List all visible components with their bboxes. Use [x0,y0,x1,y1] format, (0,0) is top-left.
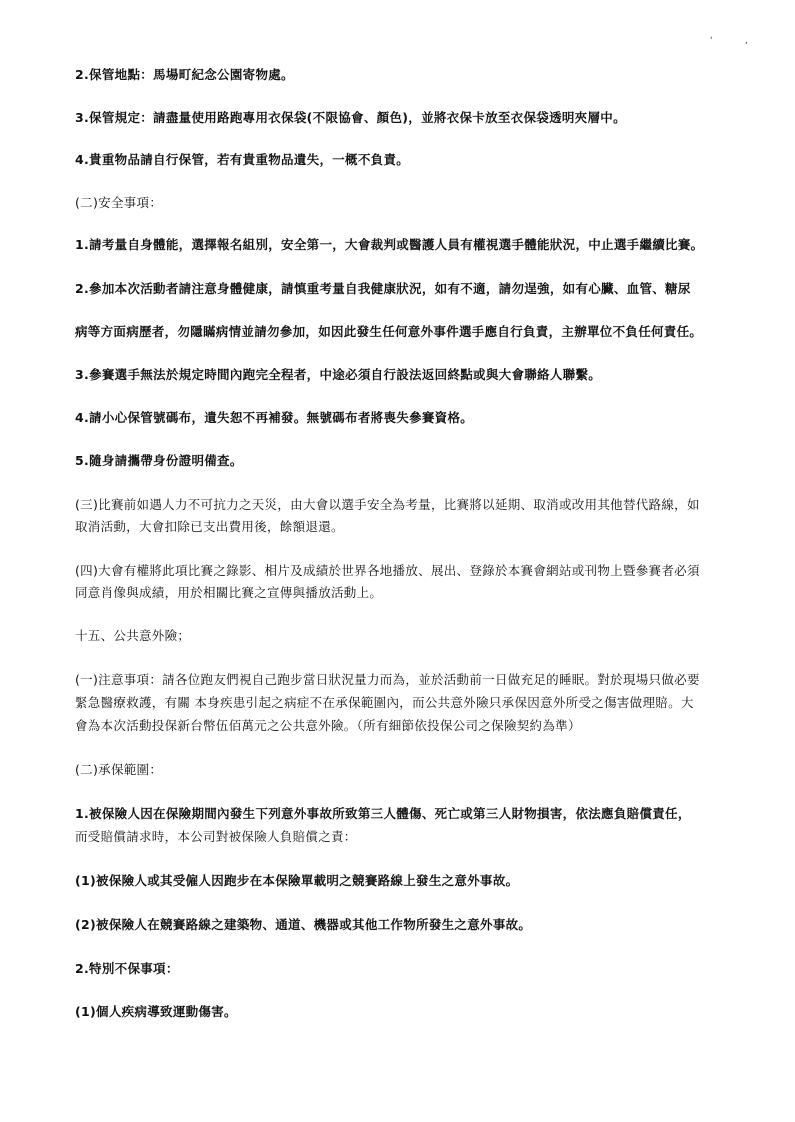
paragraph-line: 2.參加本次活動者請注意身體健康，請慎重考量自我健康狀況，如有不適，請勿逞強，如有心臟、血管、糖尿 [75,281,691,296]
paragraph-line: 緊急醫療救護，有關 本身疾患引起之病症不在承保範圍內，而公共意外險只承保因意外所受之傷害做理賠。大 [75,695,694,710]
paragraph-line: 2.特別不保事項： [75,961,179,976]
paragraph-line: (三)比賽前如遇人力不可抗力之天災，由大會以選手安全為考量，比賽將以延期、取消或改用其他替代路線，如 [75,497,700,512]
scan-mark: , [745,36,748,46]
section-heading: 十五、公共意外險； [75,628,191,643]
paragraph-line: 3.參賽選手無法於規定時間內跑完全程者，中途必須自行設法返回終點或與大會聯絡人聯繫。 [75,367,602,382]
paragraph-line: (1)個人疾病導致運動傷害。 [75,1004,237,1019]
section-heading: (二)承保範圍： [75,762,163,777]
paragraph-line: (四)大會有權將此項比賽之錄影、相片及成績於世界各地播放、展出、登錄於本賽會網站或刊物上暨參賽者必須 [75,563,700,578]
paragraph-line: 同意肖像與成績，用於相關比賽之宣傳與播放活動上。 [75,585,383,600]
paragraph-line: 3.保管規定：請盡量使用路跑專用衣保袋(不限協會、顏色)，並將衣保卡放至衣保袋透明夾層中。 [75,110,626,125]
scan-mark: ' [710,36,713,46]
paragraph-line: (2)被保險人在競賽路線之建築物、通道、機器或其他工作物所發生之意外事故。 [75,917,532,932]
section-heading: (二)安全事項： [75,195,163,210]
paragraph-line: 4.請小心保管號碼布，遺失恕不再補發。無號碼布者將喪失參賽資格。 [75,410,474,425]
paragraph-line: 病等方面病歷者，勿隱瞞病情並請勿參加，如因此發生任何意外事件選手應自行負責，主辦單位不負任何責任。 [75,324,703,339]
paragraph-line: 取消活動，大會扣除已支出費用後，餘額退還。 [75,519,344,534]
paragraph-line: 5.隨身請攜帶身份證明備查。 [75,453,243,468]
paragraph-line: 而受賠償請求時，本公司對被保險人負賠償之責： [75,829,357,844]
paragraph-line: 1.被保險人因在保險期間內發生下列意外事故所致第三人體傷、死亡或第三人財物損害，依法應負賠償責任， [75,806,691,821]
paragraph-line: 4.貴重物品請自行保管，若有貴重物品遺失，一概不負責。 [75,152,410,167]
paragraph-line: 1.請考量自身體能，選擇報名組別，安全第一，大會裁判或醫護人員有權視選手體能狀況，中止選手繼續比賽。 [75,237,704,252]
paragraph-line: (一)注意事項：請各位跑友們視自己跑步當日狀況量力而為，並於活動前一日做充足的睡眠。對於現場只做必要 [75,672,700,687]
paragraph-line: 會為本次活動投保新台幣伍佰萬元之公共意外險。（所有細節依投保公司之保險契約為準） [75,718,581,733]
paragraph-line: 2.保管地點：馬場町紀念公園寄物處。 [75,67,294,82]
paragraph-line: (1)被保險人或其受僱人因跑步在本保險單載明之競賽路線上發生之意外事故。 [75,873,519,888]
